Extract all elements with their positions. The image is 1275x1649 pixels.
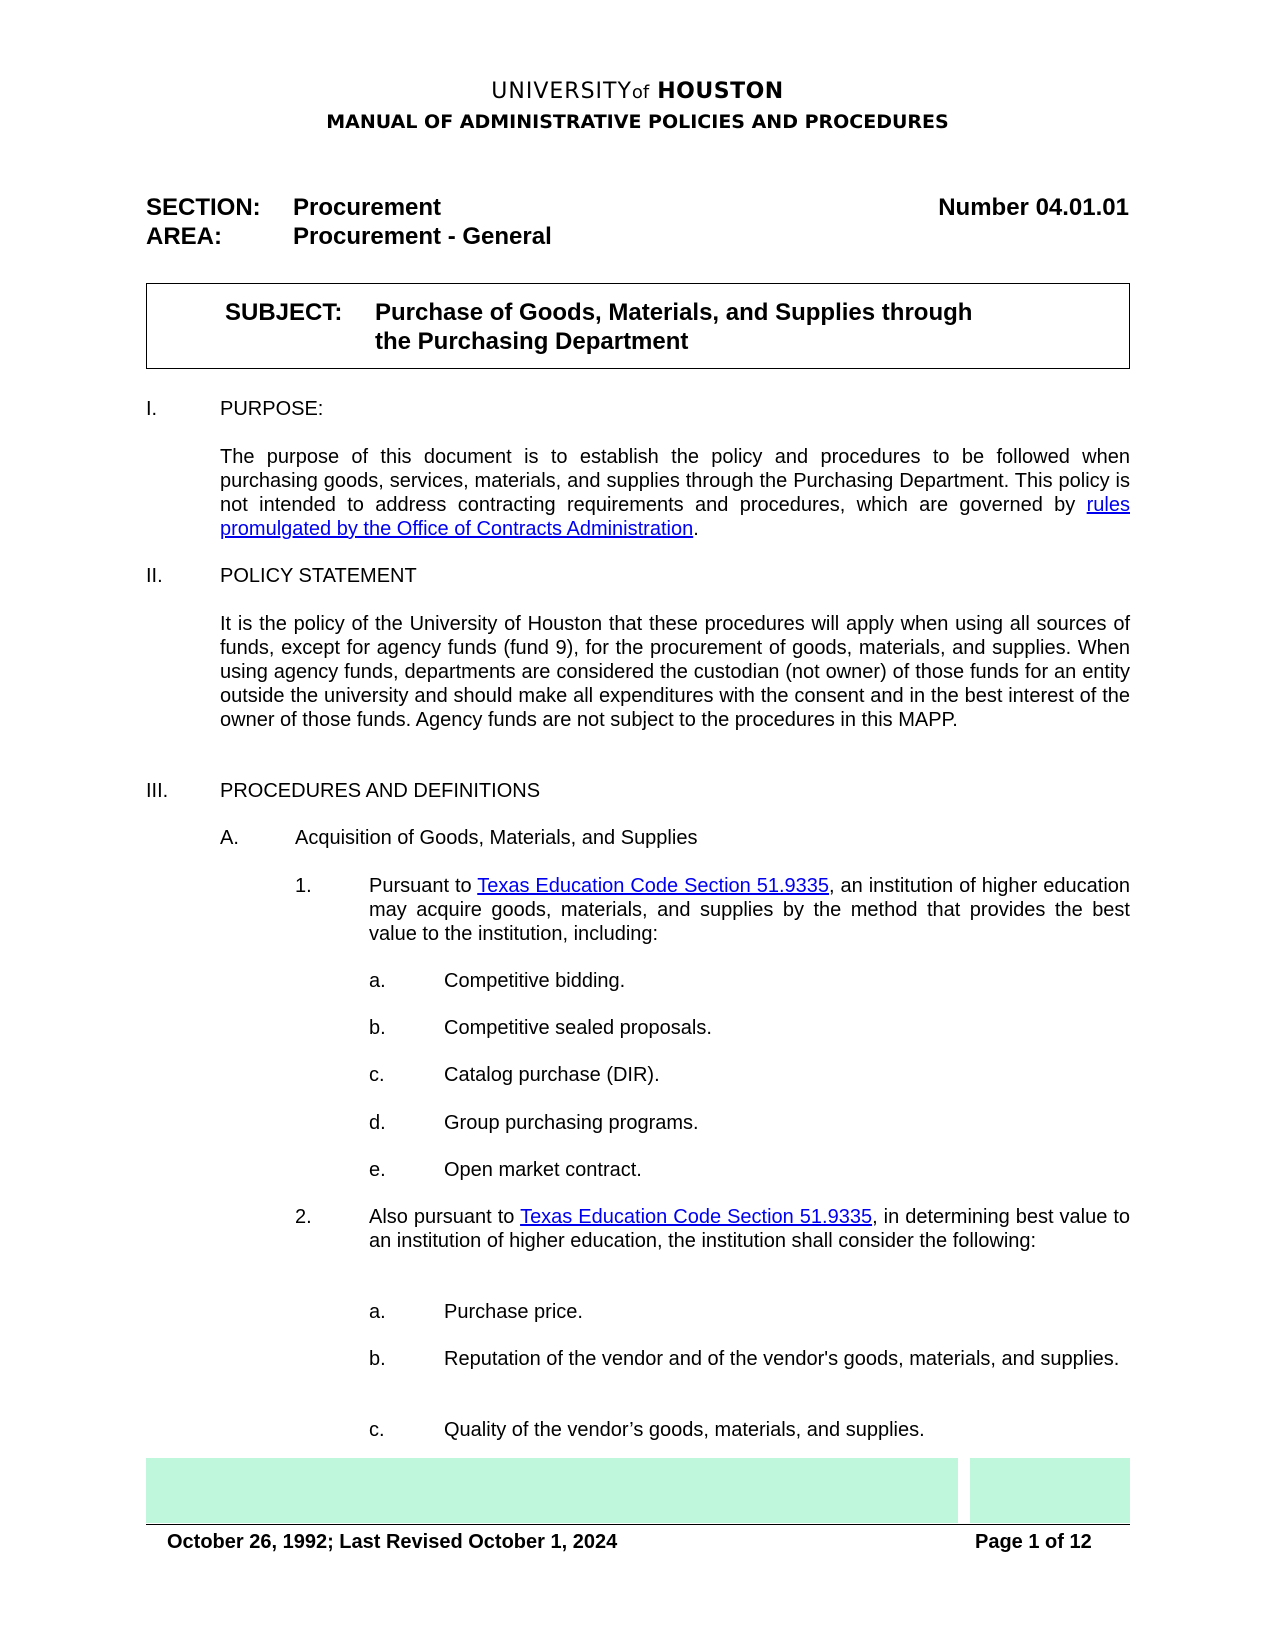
list-letter: a. xyxy=(369,970,386,992)
item-number: 1. xyxy=(295,875,312,897)
item-paragraph: Pursuant to Texas Education Code Section 51.9335, an institution of higher education may acquire goods, materials, and supplies by the method that provides the best value to the institution, including: xyxy=(369,875,1131,945)
list-item: Group purchasing programs. xyxy=(444,1112,699,1134)
section-heading: PURPOSE: xyxy=(220,398,324,420)
item-number: 2. xyxy=(295,1206,312,1228)
list-item: Purchase price. xyxy=(444,1301,583,1323)
subject-label: SUBJECT: xyxy=(225,299,343,326)
education-code-link[interactable]: Texas Education Code Section 51.9335 xyxy=(520,1206,873,1228)
footer-highlight-right xyxy=(970,1458,1130,1523)
list-letter: b. xyxy=(369,1017,386,1039)
item-paragraph: Also pursuant to Texas Education Code Section 51.9335, in determining best value to an institution of higher education, the institution shall consider the following: xyxy=(369,1206,1130,1252)
section-number: II. xyxy=(146,565,163,587)
subsection-heading: Acquisition of Goods, Materials, and Supplies xyxy=(295,827,698,849)
list-item: Competitive bidding. xyxy=(444,970,626,992)
subject-text: Purchase of Goods, Materials, and Supplies through the Purchasing Department xyxy=(375,299,973,355)
section-number: I. xyxy=(146,398,158,420)
list-item: Quality of the vendor’s goods, materials, and supplies. xyxy=(444,1419,925,1441)
section-value: Procurement xyxy=(293,194,442,221)
section-number: III. xyxy=(146,780,169,802)
list-letter: c. xyxy=(369,1064,385,1086)
list-letter: b. xyxy=(369,1348,386,1370)
footer-divider xyxy=(146,1524,1130,1525)
purpose-paragraph: The purpose of this document is to establish the policy and procedures to be followed when purchasing goods, services, materials, and supplies through the Purchasing Department. This policy is not intended to address contracting requirements and procedures, which are governed by rules promulgated by the Office of Contracts Administration. xyxy=(220,446,1130,540)
education-code-link[interactable]: Texas Education Code Section 51.9335 xyxy=(477,875,830,897)
subject-box xyxy=(146,283,1130,369)
manual-title: MANUAL OF ADMINISTRATIVE POLICIES AND PROCEDURES xyxy=(326,111,949,133)
list-letter: a. xyxy=(369,1301,386,1323)
footer-page-number: Page 1 of 12 xyxy=(975,1531,1092,1553)
list-letter: e. xyxy=(369,1159,386,1181)
section-heading: PROCEDURES AND DEFINITIONS xyxy=(220,780,541,802)
subsection-letter: A. xyxy=(220,827,239,849)
area-label: AREA: xyxy=(146,223,222,250)
footer-date: October 26, 1992; Last Revised October 1, 2024 xyxy=(167,1531,618,1553)
list-letter: c. xyxy=(369,1419,385,1441)
contracts-rules-link[interactable]: rules promulgated by the Office of Contracts Administration xyxy=(220,494,1130,540)
area-value: Procurement - General xyxy=(293,223,552,250)
policy-number: Number 04.01.01 xyxy=(938,194,1129,221)
section-label: SECTION: xyxy=(146,194,261,221)
document-header xyxy=(0,78,1275,137)
list-letter: d. xyxy=(369,1112,386,1134)
section-heading: POLICY STATEMENT xyxy=(220,565,417,587)
list-item: Open market contract. xyxy=(444,1159,642,1181)
list-item: Reputation of the vendor and of the vendor's goods, materials, and supplies. xyxy=(444,1348,1120,1370)
university-logo-text: UNIVERSITYof HOUSTON xyxy=(491,79,784,104)
list-item: Competitive sealed proposals. xyxy=(444,1017,712,1039)
list-item: Catalog purchase (DIR). xyxy=(444,1064,660,1086)
policy-paragraph: It is the policy of the University of Houston that these procedures will apply when using all sources of funds, except for agency funds (fund 9), for the procurement of goods, materials, and supplies. When using agency funds, departments are considered the custodian (not owner) of those funds for an entity outside the university and should make all expenditures with the consent and in the best interest of the owner of those funds. Agency funds are not subject to the procedures in this MAPP. xyxy=(220,613,1130,731)
footer-highlight-left xyxy=(146,1458,958,1523)
